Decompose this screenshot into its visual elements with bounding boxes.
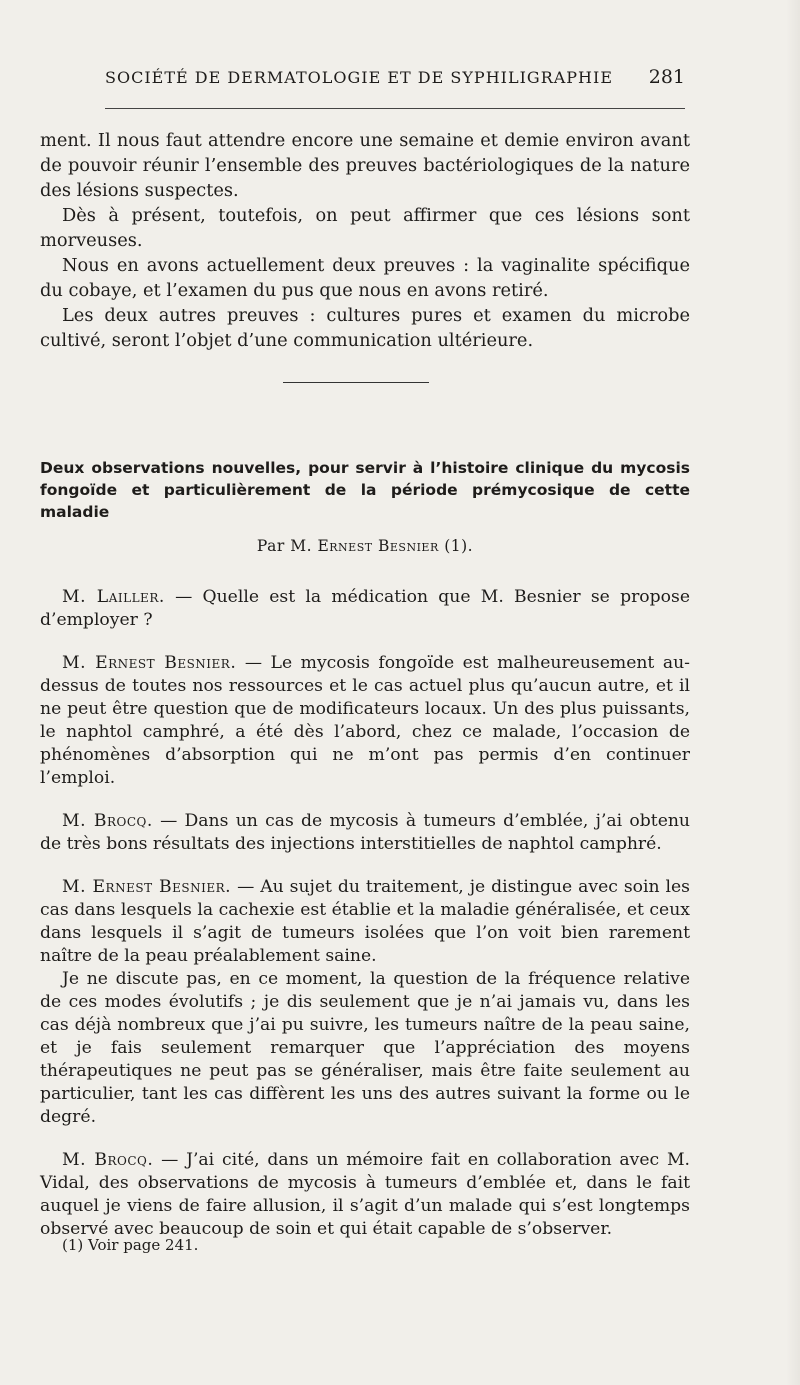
speaker-name: M. Ernest Besnier. <box>62 877 232 897</box>
page-edge-shading <box>786 0 800 1385</box>
paragraph: ment. Il nous faut attendre encore une semaine et demie environ avant de pouvoir réunir l’ensemble des preuves bactériologiques de la nature des lésions suspectes. <box>40 130 690 201</box>
speech-text: — Quelle est la médication que M. Besnier se propose d’employer ? <box>40 587 691 630</box>
paragraph: Les deux autres preuves : cultures pures et examen du microbe cultivé, seront l’objet d’une communication ultérieure. <box>40 305 690 351</box>
speech-text: Je ne discute pas, en ce moment, la question de la fréquence relative de ces modes évolutifs ; je dis seulement que je n’ai jamais vu, dans les cas déjà nombreux que j’ai pu suivre, les tumeurs naître de la peau saine, et je fais seulement remarquer que l’appréciation des moyens thérapeutiques ne peut pas se généraliser, mais être faite seulement au particulier, tant les cas diffèrent les uns des autres suivant la forme ou le degré. <box>40 969 690 1127</box>
discussion <box>40 586 690 1241</box>
byline-note: (1). <box>444 537 474 555</box>
article-title: Deux observations nouvelles, pour servir à l’histoire clinique du mycosis fongoïde et particulièrement de la période prémycosique de cette maladie <box>40 459 690 521</box>
discussion-entry <box>40 968 690 1129</box>
speech-text: — Le mycosis fongoïde est malheureusement au-dessus de toutes nos ressources et le cas actuel plus qu’aucun autre, et il ne peut être question que de modificateurs locaux. Un des plus puissants, le naphtol camphré, a été dès l’abord, chez ce malade, l’occasion de phénomènes d’absorption qui ne m’ont pas permis d’en continuer l’emploi. <box>40 653 690 788</box>
running-header <box>105 68 685 87</box>
discussion-entry <box>40 1149 690 1241</box>
footnote: (1) Voir page 241. <box>62 1236 199 1254</box>
discussion-entry <box>40 876 690 968</box>
byline-author: Ernest Besnier <box>317 537 439 555</box>
page-number: 281 <box>648 66 685 88</box>
discussion-entry <box>40 652 690 790</box>
speech-text: — J’ai cité, dans un mémoire fait en collaboration avec M. Vidal, des observations de mycosis à tumeurs d’emblée et, dans le fait auquel je viens de faire allusion, il s’agit d’un malade qui s’est longtemps observé avec beaucoup de soin et qui était capable de s’observer. <box>40 1150 691 1239</box>
speech-text: — Au sujet du traitement, je distingue avec soin les cas dans lesquels la cachexie est établie et la maladie généralisée, et ceux dans lesquels il s’agit de tumeurs isolées que l’on voit bien rarement naître de la peau préalablement saine. <box>40 877 690 966</box>
speaker-name: M. Brocq. <box>62 1150 154 1170</box>
paragraph: Dès à présent, toutefois, on peut affirmer que ces lésions sont morveuses. <box>40 205 690 251</box>
speaker-name: M. Lailler. <box>62 587 165 607</box>
speaker-name: M. Ernest Besnier. <box>62 653 237 673</box>
continued-text <box>40 128 690 353</box>
header-rule <box>105 108 685 109</box>
paragraph: Nous en avons actuellement deux preuves : la vaginalite spécifique du cobaye, et l’examen du pus que nous en avons retiré. <box>40 255 690 301</box>
speaker-name: M. Brocq. <box>62 811 153 831</box>
journal-title: SOCIÉTÉ DE DERMATOLOGIE ET DE SYPHILIGRAPHIE <box>105 68 614 87</box>
section-separator <box>283 382 429 383</box>
discussion-entry <box>40 810 690 856</box>
byline <box>40 537 690 555</box>
speech-text: — Dans un cas de mycosis à tumeurs d’emblée, j’ai obtenu de très bons résultats des injections interstitielles de naphtol camphré. <box>40 811 691 854</box>
byline-prefix: Par M. <box>256 537 313 555</box>
discussion-entry <box>40 586 690 632</box>
